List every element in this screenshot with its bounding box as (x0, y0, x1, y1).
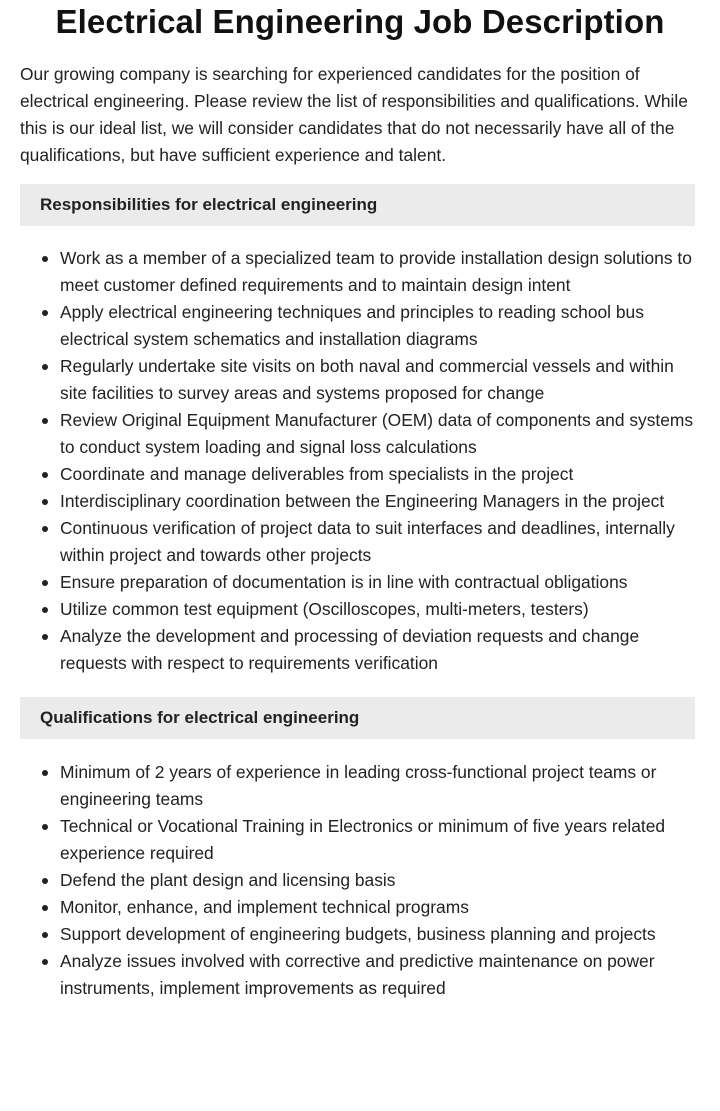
responsibility-item: Apply electrical engineering techniques and principles to reading school bus electrical system schematics and installation diagrams (40, 299, 700, 353)
responsibility-item: Interdisciplinary coordination between the Engineering Managers in the project (40, 488, 700, 515)
intro-paragraph: Our growing company is searching for experienced candidates for the position of electrical engineering. Please review the list of responsibilities and qualifications. While this is our ideal list, we will consider candidates that do not necessarily have all of the qualifications, but have sufficient experience and talent. (20, 64, 688, 165)
responsibility-item: Ensure preparation of documentation is in line with contractual obligations (40, 569, 700, 596)
responsibility-item: Coordinate and manage deliverables from specialists in the project (40, 461, 700, 488)
qualification-item: Support development of engineering budgets, business planning and projects (40, 921, 700, 948)
qualification-item: Minimum of 2 years of experience in leading cross-functional project teams or engineering teams (40, 759, 700, 813)
qualifications-list (40, 759, 700, 1002)
responsibility-item: Work as a member of a specialized team to provide installation design solutions to meet customer defined requirements and to maintain design intent (40, 245, 700, 299)
responsibility-item: Utilize common test equipment (Oscilloscopes, multi-meters, testers) (40, 596, 700, 623)
responsibility-item: Regularly undertake site visits on both naval and commercial vessels and within site facilities to survey areas and systems proposed for change (40, 353, 700, 407)
responsibilities-list (40, 245, 700, 677)
responsibility-item: Review Original Equipment Manufacturer (OEM) data of components and systems to conduct system loading and signal loss calculations (40, 407, 700, 461)
section-spacer (0, 677, 720, 682)
qualification-item: Technical or Vocational Training in Electronics or minimum of five years related experience required (40, 813, 700, 867)
qualification-item: Analyze issues involved with corrective and predictive maintenance on power instruments, implement improvements as required (40, 948, 700, 1002)
qualifications-heading: Qualifications for electrical engineering (20, 697, 695, 739)
qualification-item: Monitor, enhance, and implement technical programs (40, 894, 700, 921)
page-title: Electrical Engineering Job Description (55, 3, 665, 40)
responsibilities-heading: Responsibilities for electrical engineering (20, 184, 695, 226)
responsibility-item: Continuous verification of project data to suit interfaces and deadlines, internally within project and towards other projects (40, 515, 700, 569)
responsibility-item: Analyze the development and processing of deviation requests and change requests with respect to requirements verification (40, 623, 700, 677)
qualification-item: Defend the plant design and licensing basis (40, 867, 700, 894)
